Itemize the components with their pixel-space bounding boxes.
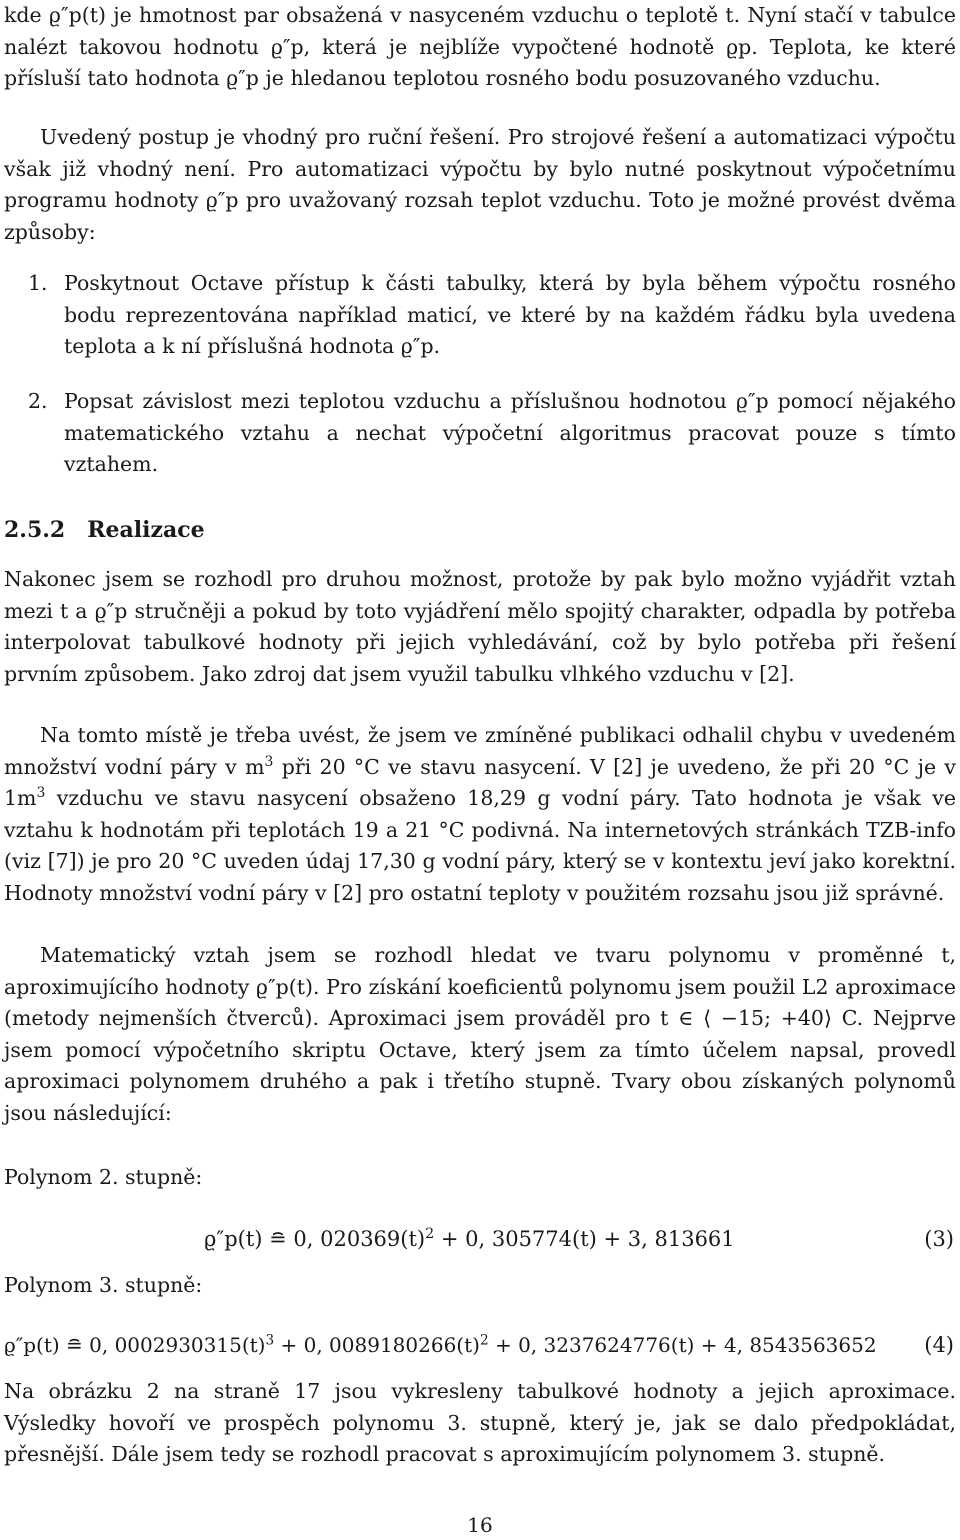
equation-number-3: (3) xyxy=(924,1227,954,1251)
list-item-number: 2. xyxy=(28,389,48,413)
poly2-label: Polynom 2. stupně: xyxy=(4,1165,203,1189)
section-number: 2.5.2 xyxy=(4,517,66,543)
body-paragraph-2: Na tomto místě je třeba uvést, že jsem ve zmíněné publikaci odhalil chybu v uvedeném množství vodní páry v $m^3$ při 20 °C ve stavu nasycení. V [2] je uvedeno, že při 20 °C je v $1m^3$ vzduchu ve stavu nasycení obsaženo 18,29 g vodní páry. Tato hodnota je však ve vztahu k hodnotám při teplotách 19 a 21 °C podivná. Na internetových stránkách TZB-info (viz [7]) je pro 20 °C uveden údaj 17,30 g vodní páry, který se v kontextu jeví jako korektní. Hodnoty množství vodní páry v [2] pro ostatní teploty v použitém rozsahu jsou již správné. xyxy=(4,723,956,905)
section-title: Realizace xyxy=(87,517,205,543)
list-item xyxy=(28,386,956,481)
intro-paragraph-1: kde ϱ″p(t) je hmotnost par obsažená v nasyceném vzduchu o teplotě t. Nyní stačí v tabulce nalézt takovou hodnotu ϱ″p, která je nejblíže vypočtené hodnotě ϱp. Teplota, ke které přísluší tato hodnota ϱ″p je hledanou teplotou rosného bodu posuzovaného vzduchu. xyxy=(4,3,956,90)
section-heading xyxy=(4,514,205,546)
poly3-formula: ϱ″p(t) ≘ 0, $0002930315(t)^3 + 0$, $0089180266(t)^2 + 0$, 3237624776(t) + 4, 8543563652 xyxy=(4,1332,877,1357)
closing-paragraph: Na obrázku 2 na straně 17 jsou vykresleny tabulkové hodnoty a jejich aproximace. Výsledky hovoří ve prospěch polynomu 3. stupně, který je, jak se dalo předpokládat, přesnější. Dále jsem tedy se rozhodl pracovat s aproximujícím polynomem 3. stupně. xyxy=(4,1379,956,1466)
list-item-text: Poskytnout Octave přístup k části tabulky, která by byla během výpočtu rosného bodu reprezentována například maticí, ve které by na každém řádku byla uvedena teplota a k ní příslušná hodnota ϱ″p. xyxy=(64,271,956,358)
intro-paragraph-2: Uvedený postup je vhodný pro ruční řešení. Pro strojové řešení a automatizaci výpočtu však již vhodný není. Pro automatizaci výpočtu by bylo nutné poskytnout výpočetnímu programu hodnoty ϱ″p pro uvažovaný rozsah teplot vzduchu. Toto je možné provést dvěma způsoby: xyxy=(4,125,956,244)
body-paragraph-1: Nakonec jsem se rozhodl pro druhou možnost, protože by pak bylo možno vyjádřit vztah mezi t a ϱ″p stručněji a pokud by toto vyjádření mělo spojitý charakter, odpadla by potřeba interpolovat tabulkové hodnoty při jejich vyhledávání, což by bylo potřeba při řešení prvním způsobem. Jako zdroj dat jsem využil tabulku vlhkého vzduchu v [2]. xyxy=(4,567,956,686)
equation-number-4: (4) xyxy=(924,1333,954,1357)
poly3-label: Polynom 3. stupně: xyxy=(4,1273,203,1297)
list-item-number: 1. xyxy=(28,271,48,295)
page-number: 16 xyxy=(467,1513,493,1537)
list-item-text: Popsat závislost mezi teplotou vzduchu a příslušnou hodnotou ϱ″p pomocí nějakého matematického vztahu a nechat výpočetní algoritmus pracovat pouze s tímto vztahem. xyxy=(64,389,956,476)
poly2-formula: ϱ″p(t) ≘ 0, $020369(t)^2 + 0$, 305774(t) + 3, 813661 xyxy=(204,1226,735,1251)
list-item xyxy=(28,268,956,363)
body-paragraph-3: Matematický vztah jsem se rozhodl hledat ve tvaru polynomu v proměnné t, aproximujícího hodnoty ϱ″p(t). Pro získání koeficientů polynomu jsem použil L2 aproximace (metody nejmenších čtverců). Aproximaci jsem prováděl pro t ∈ ⟨ −15; +40⟩ C. Nejprve jsem pomocí výpočetního skriptu Octave, který jsem za tímto účelem napsal, provedl aproximaci polynomem druhého a pak i třetího stupně. Tvary obou získaných polynomů jsou následující: xyxy=(4,943,956,1125)
